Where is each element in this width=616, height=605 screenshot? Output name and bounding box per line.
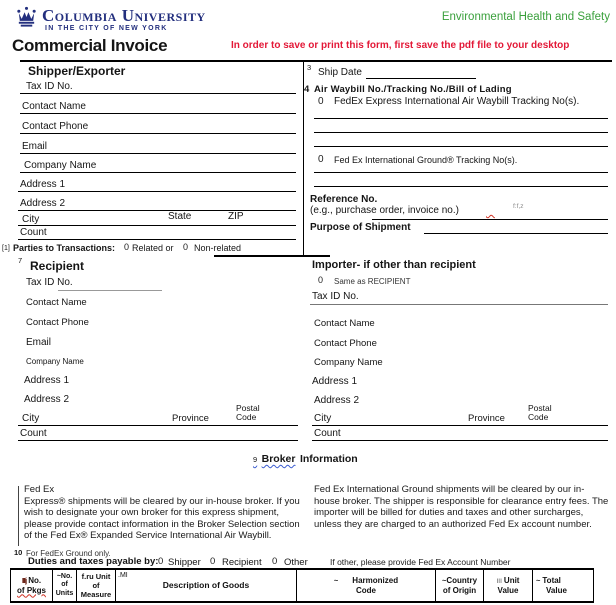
recipient-tax-id-label: Tax ID No. bbox=[26, 277, 73, 288]
importer-contact-phone-label: Contact Phone bbox=[314, 338, 377, 349]
shipper-address2-input[interactable] bbox=[18, 210, 296, 211]
section-divider bbox=[214, 255, 330, 257]
parties-related-label: Related or bbox=[132, 243, 174, 253]
columbia-crown-icon bbox=[15, 5, 38, 34]
recipient-postal-label-1: Postal bbox=[236, 403, 260, 413]
recipient-company-label: Company Name bbox=[26, 357, 84, 366]
col-unit-of-measure-line1 bbox=[82, 572, 111, 581]
col-unit-value bbox=[484, 570, 533, 601]
col-unit-value-text: Unit bbox=[503, 575, 520, 585]
col-total-value bbox=[533, 570, 593, 601]
ship-date-input[interactable] bbox=[366, 78, 476, 79]
importer-company-label: Company Name bbox=[314, 357, 383, 368]
col-country-of-origin-prefix: ~ bbox=[441, 576, 447, 585]
importer-contact-name-label: Contact Name bbox=[314, 318, 375, 329]
shipper-company-input[interactable] bbox=[20, 172, 296, 173]
purpose-label: Purpose of Shipment bbox=[310, 222, 411, 233]
express-option-radio[interactable]: 0 bbox=[318, 96, 324, 107]
col-no-of-pkgs bbox=[11, 570, 53, 601]
duties-payable-label: Duties and taxes payable by: bbox=[28, 556, 159, 567]
shipper-tax-id-input[interactable] bbox=[20, 93, 296, 94]
parties-label: Parties to Transactions: bbox=[13, 243, 116, 253]
shipper-city-label: City bbox=[22, 214, 40, 225]
recipient-tax-id-input[interactable] bbox=[58, 290, 162, 291]
col-description-text: Description of Goods bbox=[162, 579, 250, 590]
importer-tax-id-label: Tax ID No. bbox=[312, 291, 359, 302]
express-tracking-input-3[interactable] bbox=[314, 146, 608, 147]
ground-option-label: Fed Ex International Ground® Tracking No(s). bbox=[334, 155, 518, 165]
ground-broker-note: Fed Ex International Ground shipments will be cleared by our in-house broker. The shipper is responsible for clearance entry fees. The importer will be billed for duties and taxes and other surcharges, unless they are charged to an authorized Fed Ex account number. bbox=[314, 484, 609, 530]
goods-table-header bbox=[10, 568, 594, 603]
university-tagline: IN THE CITY OF NEW YORK bbox=[45, 25, 168, 32]
purpose-input[interactable] bbox=[424, 233, 608, 234]
col-no-of-units-line1 bbox=[53, 573, 76, 590]
importer-address1-label: Address 1 bbox=[312, 376, 358, 387]
duties-recipient-radio[interactable]: 0 bbox=[210, 556, 216, 567]
importer-country-input[interactable] bbox=[312, 440, 608, 441]
express-tracking-input-1[interactable] bbox=[314, 118, 608, 119]
col-no-of-pkgs-text: No. bbox=[28, 576, 42, 585]
col-unit-value-prefix: III bbox=[496, 577, 502, 585]
recipient-contact-phone-label: Contact Phone bbox=[26, 317, 89, 328]
broker-information-link[interactable] bbox=[253, 449, 358, 467]
col-total-value-text: Total bbox=[542, 576, 561, 585]
same-as-recipient-label: Same as RECIPIENT bbox=[334, 277, 411, 286]
ground-tracking-input-1[interactable] bbox=[314, 172, 608, 173]
ship-date-footnote-num: 3 bbox=[307, 63, 312, 72]
notes-left-border bbox=[18, 486, 19, 546]
shipper-email-input[interactable] bbox=[20, 153, 296, 154]
shipper-address2-label: Address 2 bbox=[20, 198, 66, 209]
recipient-postal-label-2: Code bbox=[236, 412, 257, 422]
recipient-heading: Recipient bbox=[30, 259, 85, 273]
col-unit-of-measure-prefix: f.ru bbox=[81, 572, 94, 581]
department-name: Environmental Health and Safety bbox=[441, 11, 610, 23]
col-country-of-origin-line2: of Origin bbox=[442, 585, 477, 595]
importer-city-label: City bbox=[314, 413, 332, 424]
importer-address2-label: Address 2 bbox=[314, 395, 360, 406]
broker-label-word2: Information bbox=[299, 453, 358, 465]
page-title: Commercial Invoice bbox=[12, 36, 168, 55]
express-option-label: FedEx Express International Air Waybill Tracking No(s). bbox=[334, 96, 580, 107]
parties-footnote-num: [1] bbox=[2, 245, 10, 252]
importer-province-label: Province bbox=[468, 413, 505, 424]
awb-heading: Air Waybill No./Tracking No./Bill of Lading bbox=[314, 84, 512, 95]
reference-no-sublabel: (e.g., purchase order, invoice no.) bbox=[310, 205, 459, 216]
shipper-address1-input[interactable] bbox=[18, 191, 296, 192]
col-harmonized-code bbox=[297, 570, 436, 601]
shipper-contact-phone-label: Contact Phone bbox=[22, 121, 89, 132]
duties-other-label: Other bbox=[284, 557, 308, 568]
recipient-country-input[interactable] bbox=[18, 440, 298, 441]
col-harmonized-code-text: Harmonized bbox=[352, 576, 399, 585]
duties-other-radio[interactable]: 0 bbox=[272, 556, 278, 567]
col-total-value-line1 bbox=[536, 576, 561, 586]
shipper-country-label: Count bbox=[20, 227, 47, 238]
shipper-city-input[interactable] bbox=[18, 225, 296, 226]
recipient-country-label: Count bbox=[20, 428, 47, 439]
university-wordmark: Columbia University bbox=[42, 6, 206, 25]
col-unit-of-measure bbox=[77, 570, 116, 601]
col-country-of-origin-line1 bbox=[442, 576, 477, 586]
header-rule bbox=[20, 60, 612, 62]
col-no-of-units bbox=[53, 570, 77, 601]
ground-tracking-input-2[interactable] bbox=[314, 186, 608, 187]
shipper-contact-name-label: Contact Name bbox=[22, 101, 86, 112]
ship-date-label: Ship Date bbox=[318, 67, 362, 78]
shipper-contact-name-input[interactable] bbox=[20, 113, 296, 114]
recipient-email-label: Email bbox=[26, 337, 52, 348]
duties-recipient-label: Recipient bbox=[222, 557, 262, 568]
shipper-email-label: Email bbox=[22, 141, 48, 152]
col-harmonized-code-line1 bbox=[334, 576, 398, 586]
express-tracking-input-2[interactable] bbox=[314, 132, 608, 133]
col-no-of-pkgs-prefix: IIIj bbox=[21, 576, 27, 585]
col-no-of-units-line2: Units bbox=[55, 589, 74, 597]
recipient-city-label: City bbox=[22, 413, 40, 424]
recipient-address2-label: Address 2 bbox=[24, 394, 70, 405]
express-broker-note-line1: Fed Ex bbox=[24, 484, 55, 495]
shipper-contact-phone-input[interactable] bbox=[20, 133, 296, 134]
col-no-of-units-prefix: ~ bbox=[56, 572, 61, 580]
importer-heading: Importer- if other than recipient bbox=[312, 259, 476, 271]
shipper-zip-label: ZIP bbox=[228, 211, 244, 222]
col-unit-value-line2: Value bbox=[497, 586, 519, 595]
broker-label-word1: Broker bbox=[261, 453, 296, 465]
recipient-province-label: Province bbox=[172, 413, 209, 424]
shipper-tax-id-label: Tax ID No. bbox=[26, 81, 73, 92]
col-unit-value-line1 bbox=[497, 576, 520, 587]
express-broker-note bbox=[24, 484, 304, 542]
recipient-footnote-num: 7 bbox=[18, 256, 23, 265]
recipient-address1-label: Address 1 bbox=[24, 375, 70, 386]
parties-related-radio[interactable]: 0 bbox=[124, 242, 130, 252]
broker-footnote-num: 9 bbox=[253, 455, 258, 464]
same-as-recipient-radio[interactable]: 0 bbox=[318, 275, 324, 285]
shipper-state-label: State bbox=[168, 211, 192, 222]
parties-nonrelated-label: Non-related bbox=[194, 243, 242, 253]
ground-option-radio[interactable]: 0 bbox=[318, 154, 324, 165]
express-broker-note-body: Express® shipments will be cleared by our in-house broker. If you wish to designate your own broker for this express shipment, please provide contact information in the Broker Selection section of the Fed Ex® Expanded Service International Air Waybill. bbox=[24, 495, 300, 541]
save-print-notice: In order to save or print this form, first save the pdf file to your desktop bbox=[231, 40, 570, 51]
col-unit-of-measure-text: Unit bbox=[95, 572, 111, 581]
stray-scribble-mark bbox=[486, 206, 502, 215]
ground-only-footnote-num: 10 bbox=[14, 548, 23, 557]
recipient-city-input[interactable] bbox=[18, 425, 298, 426]
stray-annotation-text: f:f,z bbox=[513, 203, 524, 210]
col-unit-of-measure-line2: of Measure bbox=[80, 581, 112, 599]
col-description-prefix: .MI bbox=[118, 572, 128, 579]
importer-postal-label-1: Postal bbox=[528, 403, 552, 413]
shipper-company-label: Company Name bbox=[24, 160, 97, 171]
importer-country-label: Count bbox=[314, 428, 341, 439]
duties-shipper-label: Shipper bbox=[168, 557, 201, 568]
col-harmonized-code-prefix: ~ bbox=[333, 576, 339, 585]
importer-city-input[interactable] bbox=[312, 425, 608, 426]
col-country-of-origin bbox=[436, 570, 484, 601]
reference-no-label: Reference No. bbox=[310, 194, 378, 205]
col-no-of-pkgs-line1 bbox=[22, 576, 41, 586]
col-country-of-origin-text: Country bbox=[446, 576, 478, 585]
duties-suffix-note: If other, please provide Fed Ex Account Number bbox=[330, 557, 511, 567]
parties-nonrelated-radio[interactable]: 0 bbox=[183, 242, 189, 252]
col-harmonized-code-line2: Code bbox=[356, 585, 376, 595]
recipient-contact-name-label: Contact Name bbox=[26, 297, 87, 308]
col-description bbox=[116, 570, 297, 601]
importer-tax-id-input[interactable] bbox=[310, 304, 608, 305]
shipper-address1-label: Address 1 bbox=[20, 179, 66, 190]
shipper-heading: Shipper/Exporter bbox=[28, 64, 126, 78]
col-total-value-prefix: ~ bbox=[536, 576, 541, 585]
shipper-country-input[interactable] bbox=[18, 239, 296, 240]
ground-only-note: For FedEx Ground only. bbox=[26, 549, 111, 558]
col-no-of-units-text: No. of bbox=[60, 572, 73, 589]
reference-no-input[interactable] bbox=[372, 219, 608, 220]
awb-heading-num: 4 bbox=[304, 84, 310, 95]
col-total-value-line2: Value bbox=[546, 585, 567, 595]
duties-shipper-radio[interactable]: 0 bbox=[158, 556, 164, 567]
importer-postal-label-2: Code bbox=[528, 412, 549, 422]
col-no-of-pkgs-line2: of Pkgs bbox=[17, 585, 46, 595]
